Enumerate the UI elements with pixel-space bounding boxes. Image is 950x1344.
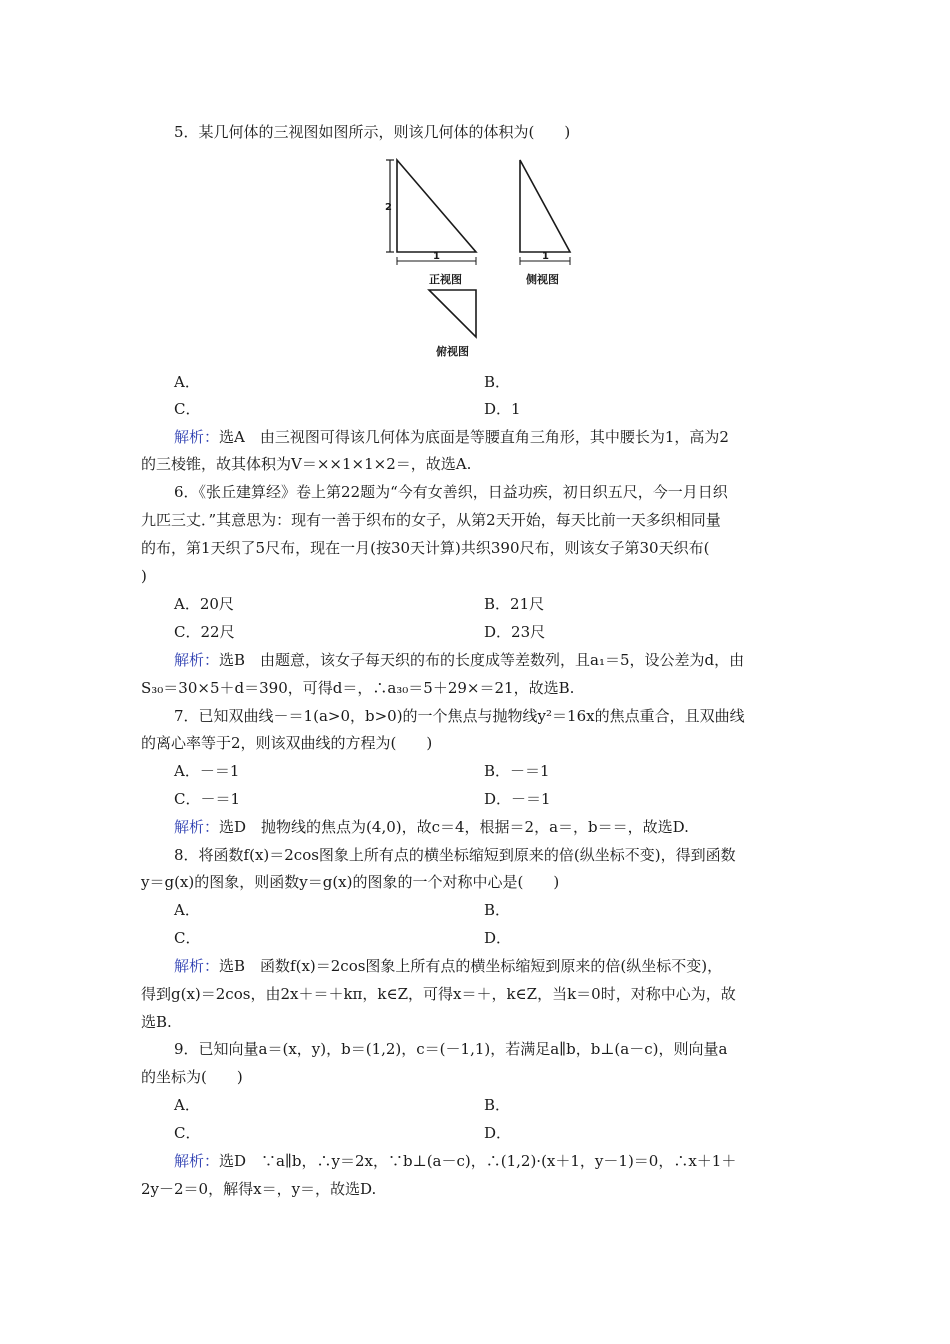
solution-label: 解析： — [174, 818, 220, 836]
q8-stem-line-1: 8．将函数f(x)＝2cos图象上所有点的横坐标缩短到原来的倍(纵坐标不变)，得到函数 — [174, 846, 736, 864]
q9-option-d: D． — [484, 1124, 512, 1142]
q7-solution-line-1: 解析：选D 抛物线的焦点为(4,0)，故c＝4，根据＝2，a＝，b＝＝，故选D. — [174, 818, 689, 836]
q9-stem-line-2: 的坐标为( ) — [141, 1068, 243, 1086]
q6-option-a: A．20尺 — [174, 595, 234, 613]
q7-option-a: A．－＝1 — [174, 762, 240, 780]
q7-option-d: D．－＝1 — [484, 790, 551, 808]
q8-solution-line-1: 解析：选B 函数f(x)＝2cos图象上所有点的横坐标缩短到原来的倍(纵坐标不变)， — [174, 957, 723, 975]
q7-stem-line-2: 的离心率等于2，则该双曲线的方程为( ) — [141, 734, 433, 752]
q6-option-d: D．23尺 — [484, 623, 546, 641]
q5-option-d: D．1 — [484, 400, 521, 418]
q8-stem-line-2: y＝g(x)的图象，则函数y＝g(x)的图象的一个对称中心是( ) — [141, 873, 560, 891]
q8-solution-line-3: 选B. — [141, 1013, 172, 1031]
q6-stem-line-1: 6．《张丘建算经》卷上第22题为“今有女善织，日益功疾，初日织五尺，今一月日织 — [174, 483, 728, 501]
q8-solution-line-2: 得到g(x)＝2cos，由2x＋＝＋kπ，k∈Z，可得x＝＋，k∈Z，当k＝0时，对称中心为，故 — [141, 985, 736, 1003]
front-view-label: 正视图 — [429, 273, 462, 286]
solution-label: 解析： — [174, 651, 220, 669]
q5-option-c: C． — [174, 400, 201, 418]
solution-label: 解析： — [174, 1152, 220, 1170]
front-width-label: 1 — [433, 251, 440, 262]
q9-solution-line-1: 解析：选D ∵a∥b，∴y＝2x，∵b⊥(a－c)，∴(1,2)·(x＋1，y－1)＝0，∴x＋1＋ — [174, 1152, 737, 1170]
side-view — [520, 160, 570, 286]
solution-label: 解析： — [174, 957, 220, 975]
q7-option-c: C．－＝1 — [174, 790, 241, 808]
q6-stem-line-2: 九匹三丈．”其意思为：现有一善于织布的女子，从第2天开始，每天比前一天多织相同量 — [141, 511, 721, 529]
q5-solution-line-1: 解析：选A 由三视图可得该几何体为底面是等腰直角三角形，其中腰长为1，高为2 — [174, 428, 729, 446]
top-view — [429, 290, 476, 358]
front-view — [385, 160, 476, 286]
q8-option-d: D． — [484, 929, 512, 947]
q5-option-a: A． — [174, 373, 200, 391]
q7-stem-line-1: 7．已知双曲线－＝1(a>0，b>0)的一个焦点与抛物线y²＝16x的焦点重合，且双曲线 — [174, 707, 745, 725]
q6-stem-line-3: 的布，第1天织了5尺布，现在一月(按30天计算)共织390尺布，则该女子第30天织布( — [141, 539, 710, 557]
three-view-figure — [380, 150, 580, 365]
q7-option-b: B．－＝1 — [484, 762, 550, 780]
front-height-label: 2 — [385, 202, 392, 213]
q9-option-c: C． — [174, 1124, 201, 1142]
q6-stem-line-4: ) — [141, 567, 147, 585]
solution-label: 解析： — [174, 428, 220, 446]
q8-option-b: B． — [484, 901, 511, 919]
q8-option-c: C． — [174, 929, 201, 947]
q6-option-b: B．21尺 — [484, 595, 545, 613]
q9-stem-line-1: 9．已知向量a＝(x，y)，b＝(1,2)，c＝(－1,1)，若满足a∥b，b⊥(a－c)，则向量a — [174, 1040, 728, 1058]
side-width-label: 1 — [542, 251, 549, 262]
q6-option-c: C．22尺 — [174, 623, 235, 641]
q5-solution-line-2: 的三棱锥，故其体积为V＝××1×1×2＝，故选A. — [141, 455, 472, 473]
q8-option-a: A． — [174, 901, 200, 919]
q5-stem: 5．某几何体的三视图如图所示，则该几何体的体积为( ) — [174, 123, 571, 141]
q5-option-b: B． — [484, 373, 511, 391]
q9-option-a: A． — [174, 1096, 200, 1114]
q9-option-b: B． — [484, 1096, 511, 1114]
side-view-label: 侧视图 — [526, 273, 559, 286]
top-view-label: 俯视图 — [436, 345, 469, 358]
q6-solution-line-1: 解析：选B 由题意，该女子每天织的布的长度成等差数列，且a₁＝5，设公差为d，由 — [174, 651, 745, 669]
q6-solution-line-2: S₃₀＝30×5＋d＝390，可得d＝，∴a₃₀＝5＋29×＝21，故选B. — [141, 679, 575, 697]
q9-solution-line-2: 2y－2＝0，解得x＝，y＝，故选D. — [141, 1180, 377, 1198]
